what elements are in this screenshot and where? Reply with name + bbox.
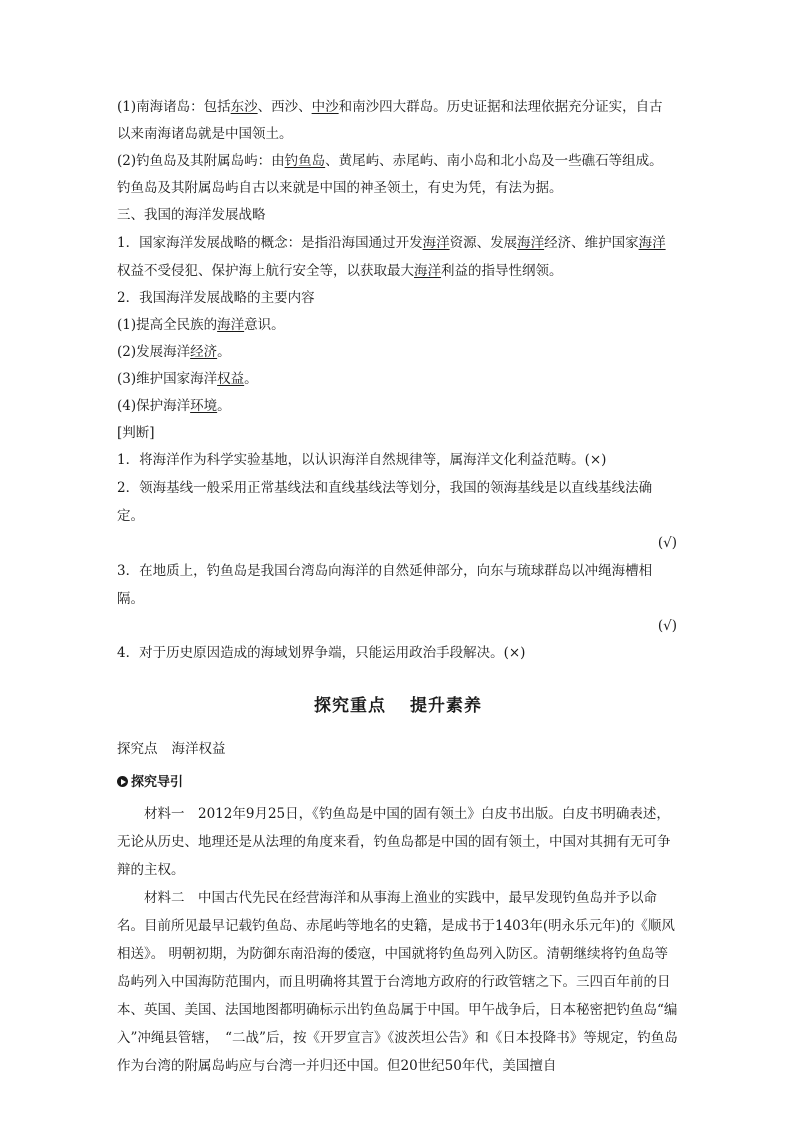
text: (1)提高全民族的 — [117, 317, 218, 333]
text: (2)钓鱼岛及其附属岛屿：由 — [117, 153, 285, 169]
underlined-answer: 钓鱼岛 — [284, 153, 326, 169]
judge-question-1: 1．将海洋作为科学实验基地，以认识海洋自然规律等，属海洋文化利益范畴。(×) — [117, 452, 607, 468]
text: (3)维护国家海洋 — [117, 371, 218, 387]
play-circle-icon — [117, 776, 128, 787]
nanhai-line-2: 以来南海诸岛就是中国领土。 — [117, 126, 293, 142]
judge-label: [判断] — [117, 425, 155, 441]
text: (1)南海诸岛：包括 — [117, 99, 231, 115]
underlined-answer: 权益 — [217, 371, 245, 387]
strategy-concept — [117, 229, 679, 285]
text: 意识。 — [244, 317, 285, 333]
material-2: 材料二 中国古代先民在经营海洋和从事海上渔业的实践中，最早发现钓鱼岛并予以命名。目前所见最早记载钓鱼岛、赤尾屿等地名的史籍，是成书于1403年(明永乐元年)的《顺风相送》。 明朝初期，为防御东南沿海的倭寇，中国就将钓鱼岛列入防区。清朝继续将钓鱼岛等岛屿列入中国海防范围内，而且明确将其置于台湾地方政府的行政管辖之下。三四百年前的日本、英国、美国、法国地图都明确标示出钓鱼岛属于中国。甲午战争后，日本秘密把钓鱼岛“编入”冲绳县管辖， “二战”后，按《开罗宣言》《波茨坦公告》和《日本投降书》等规定，钓鱼岛作为台湾的附属岛屿应与台湾一并归还中国。但20世纪50年代，美国擅自 — [117, 890, 678, 1074]
section-title-part: 提升素养 — [410, 696, 482, 716]
judge-mark-3: (√) — [657, 618, 677, 634]
text: 。 — [244, 371, 258, 387]
document-page — [117, 94, 679, 1080]
text: 、西沙、 — [257, 99, 312, 115]
strategy-item-4 — [117, 393, 679, 420]
underlined-answer: 海洋 — [422, 235, 450, 251]
underlined-answer: 海洋 — [638, 235, 666, 251]
underlined-answer: 中沙 — [311, 99, 339, 115]
section-title — [117, 691, 679, 716]
strategy-item-3 — [117, 366, 679, 393]
nanhai-line-1 — [117, 94, 679, 121]
text: 、黄尾屿、赤尾屿、南小岛和北小岛及一些礁石等组成。 — [325, 153, 663, 169]
strategy-item-2 — [117, 339, 679, 366]
material-1: 材料一 2012年9月25日，《钓鱼岛是中国的固有领土》白皮书出版。白皮书明确表述，无论从历史、地理还是从法理的角度来看，钓鱼岛都是中国的固有领土，中国对其拥有无可争辩的主权。 — [117, 806, 671, 878]
text: (2)发展海洋 — [117, 344, 191, 360]
underlined-answer: 海洋 — [414, 263, 441, 279]
text: (4)保护海洋 — [117, 398, 191, 414]
diaoyu-line-2: 钓鱼岛及其附属岛屿自古以来就是中国的神圣领土，有史为凭，有法为据。 — [117, 180, 563, 196]
text: 资源、发展 — [449, 235, 518, 251]
text: 1．国家海洋发展战略的概念：是指沿海国通过开发 — [117, 235, 423, 251]
underlined-answer: 海洋 — [517, 235, 545, 251]
guide-heading — [117, 769, 679, 796]
strategy-heading: 三、我国的海洋发展战略 — [117, 207, 266, 223]
text: 利益的指导性纲领。 — [441, 263, 563, 279]
text: 。 — [217, 344, 231, 360]
text: 权益不受侵犯、保护海上航行安全等，以获取最大 — [117, 263, 414, 279]
judge-question-2: 2．领海基线一般采用正常基线法和直线基线法等划分，我国的领海基线是以直线基线法确定。 — [117, 480, 653, 524]
text: 和南沙四大群岛。历史证据和法理依据充分证实，自古 — [338, 99, 663, 115]
strategy-content-heading: 2．我国海洋发展战略的主要内容 — [117, 290, 315, 306]
text: 经济、维护国家 — [544, 235, 639, 251]
underlined-answer: 环境 — [190, 398, 218, 414]
topic-heading — [117, 736, 679, 763]
section-title-part: 探究重点 — [314, 696, 386, 716]
guide-label: 探究导引 — [131, 775, 184, 790]
judge-mark-2: (√) — [657, 535, 677, 551]
judge-question-4: 4．对于历史原因造成的海域划界争端，只能运用政治手段解决。(×) — [117, 645, 526, 661]
judge-question-3: 3．在地质上，钓鱼岛是我国台湾岛向海洋的自然延伸部分，向东与琉球群岛以冲绳海槽相隔。 — [117, 563, 653, 607]
topic-label: 探究点 — [117, 741, 158, 757]
underlined-answer: 东沙 — [230, 99, 258, 115]
diaoyu-line-1 — [117, 148, 679, 175]
text: 。 — [217, 398, 231, 414]
strategy-item-1 — [117, 312, 679, 339]
underlined-answer: 经济 — [190, 344, 218, 360]
topic-name: 海洋权益 — [171, 741, 226, 757]
underlined-answer: 海洋 — [217, 317, 245, 333]
